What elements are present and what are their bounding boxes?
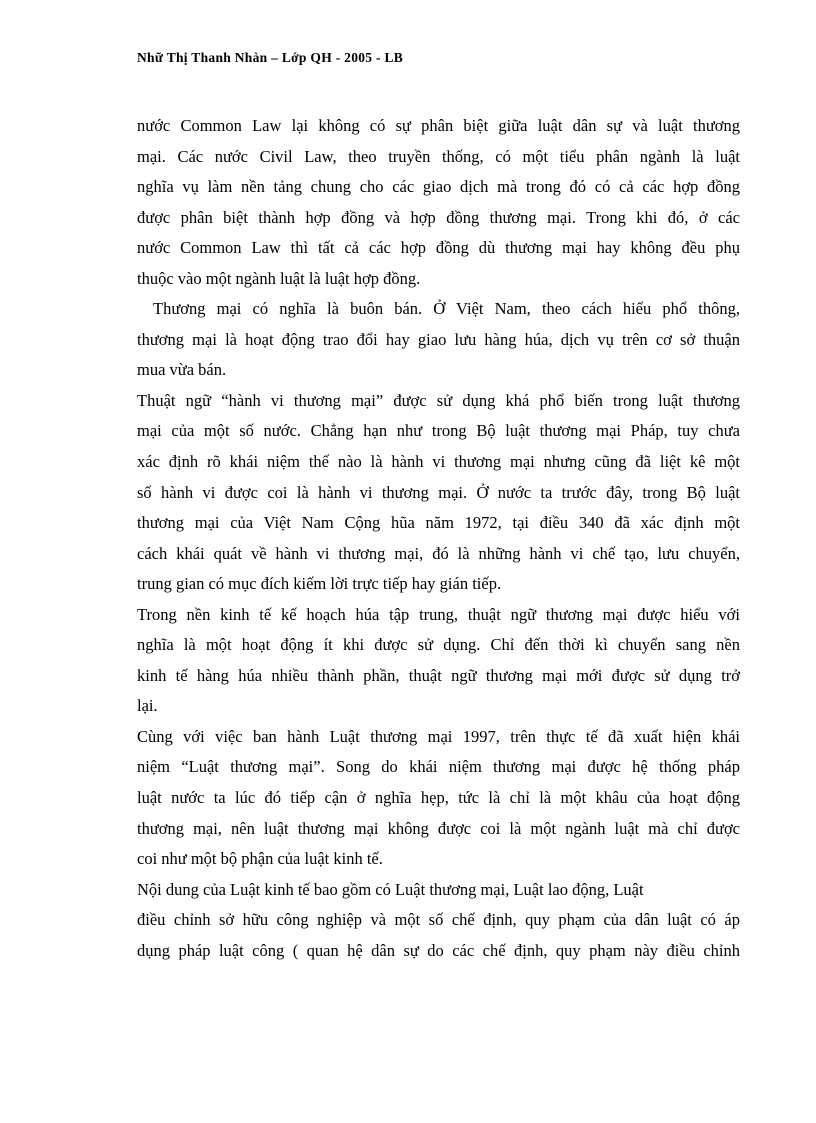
running-header: Nhữ Thị Thanh Nhàn – Lớp QH - 2005 - LB: [137, 50, 404, 65]
text-line: Nội dung của Luật kinh tế bao gồm có Luật thương mại, Luật lao động, Luật: [137, 879, 644, 899]
text-line: luật nước ta lúc đó tiếp cận ở nghĩa hẹp, tức là chỉ là một khâu của hoạt động: [137, 788, 740, 808]
text-line: nước Common Law thì tất cả các hợp đồng dù thương mại hay không đều phụ: [137, 238, 740, 258]
text-line: số hành vi được coi là hành vi thương mại. Ở nước ta trước đây, trong Bộ luật: [137, 482, 740, 502]
text-line: nước Common Law lại không có sự phân biệt giữa luật dân sự và luật thương: [137, 116, 740, 135]
text-line: thương mại là hoạt động trao đổi hay giao lưu hàng húa, dịch vụ trên cơ sở thuận: [137, 329, 740, 349]
text-line: Cùng với việc ban hành Luật thương mại 1997, trên thực tế đã xuất hiện khái: [137, 726, 740, 746]
text-line: xác định rõ khái niệm thế nào là hành vi thương mại nhưng cũng đã liệt kê một: [137, 452, 740, 472]
text-line: coi như một bộ phận của luật kinh tế.: [137, 849, 383, 869]
text-line: Thương mại có nghĩa là buôn bán. Ở Việt Nam, theo cách hiểu phổ thông,: [153, 299, 740, 319]
text-line: mại của một số nước. Chẳng hạn như trong Bộ luật thương mại Pháp, tuy chưa: [137, 421, 740, 441]
text-line: điều chỉnh sở hữu công nghiệp và một số chế định, quy phạm của dân luật có áp: [137, 910, 740, 930]
text-line: thương mại, nên luật thương mại không được coi là một ngành luật mà chỉ được: [137, 818, 740, 838]
text-line: Trong nền kinh tế kế hoạch húa tập trung, thuật ngữ thương mại được hiểu với: [137, 604, 740, 624]
text-line: nghĩa vụ làm nền tảng chung cho các giao dịch mà trong đó có cả các hợp đồng: [137, 177, 740, 197]
text-line: trung gian có mục đích kiếm lời trực tiếp hay gián tiếp.: [137, 574, 502, 594]
text-line: được phân biệt thành hợp đồng và hợp đồng thương mại. Trong khi đó, ở các: [137, 207, 740, 227]
text-line: dụng pháp luật công ( quan hệ dân sự do các chế định, quy phạm này điều chỉnh: [137, 940, 740, 960]
document-body: [137, 111, 740, 966]
text-line: mại. Các nước Civil Law, theo truyền thống, có một tiểu phân ngành là luật: [137, 146, 740, 166]
text-line: thương mại của Việt Nam Cộng hũa năm 1972, tại điều 340 đã xác định một: [137, 513, 740, 533]
text-line: nghĩa là một hoạt động ít khi được sử dụng. Chỉ đến thời kì chuyển sang nền: [137, 635, 740, 655]
text-line: lại.: [137, 696, 158, 716]
text-line: cách khái quát về hành vi thương mại, đó là những hành vi chế tạo, lưu chuyển,: [137, 543, 740, 563]
text-line: niệm “Luật thương mại”. Song do khái niệm thương mại được hệ thống pháp: [137, 757, 740, 777]
text-line: kinh tế hàng húa nhiều thành phần, thuật ngữ thương mại mới được sử dụng trở: [137, 665, 740, 685]
text-line: mua vừa bán.: [137, 360, 227, 380]
text-line: Thuật ngữ “hành vi thương mại” được sử dụng khá phổ biến trong luật thương: [137, 390, 740, 410]
text-line: thuộc vào một ngành luật là luật hợp đồng.: [137, 268, 421, 288]
